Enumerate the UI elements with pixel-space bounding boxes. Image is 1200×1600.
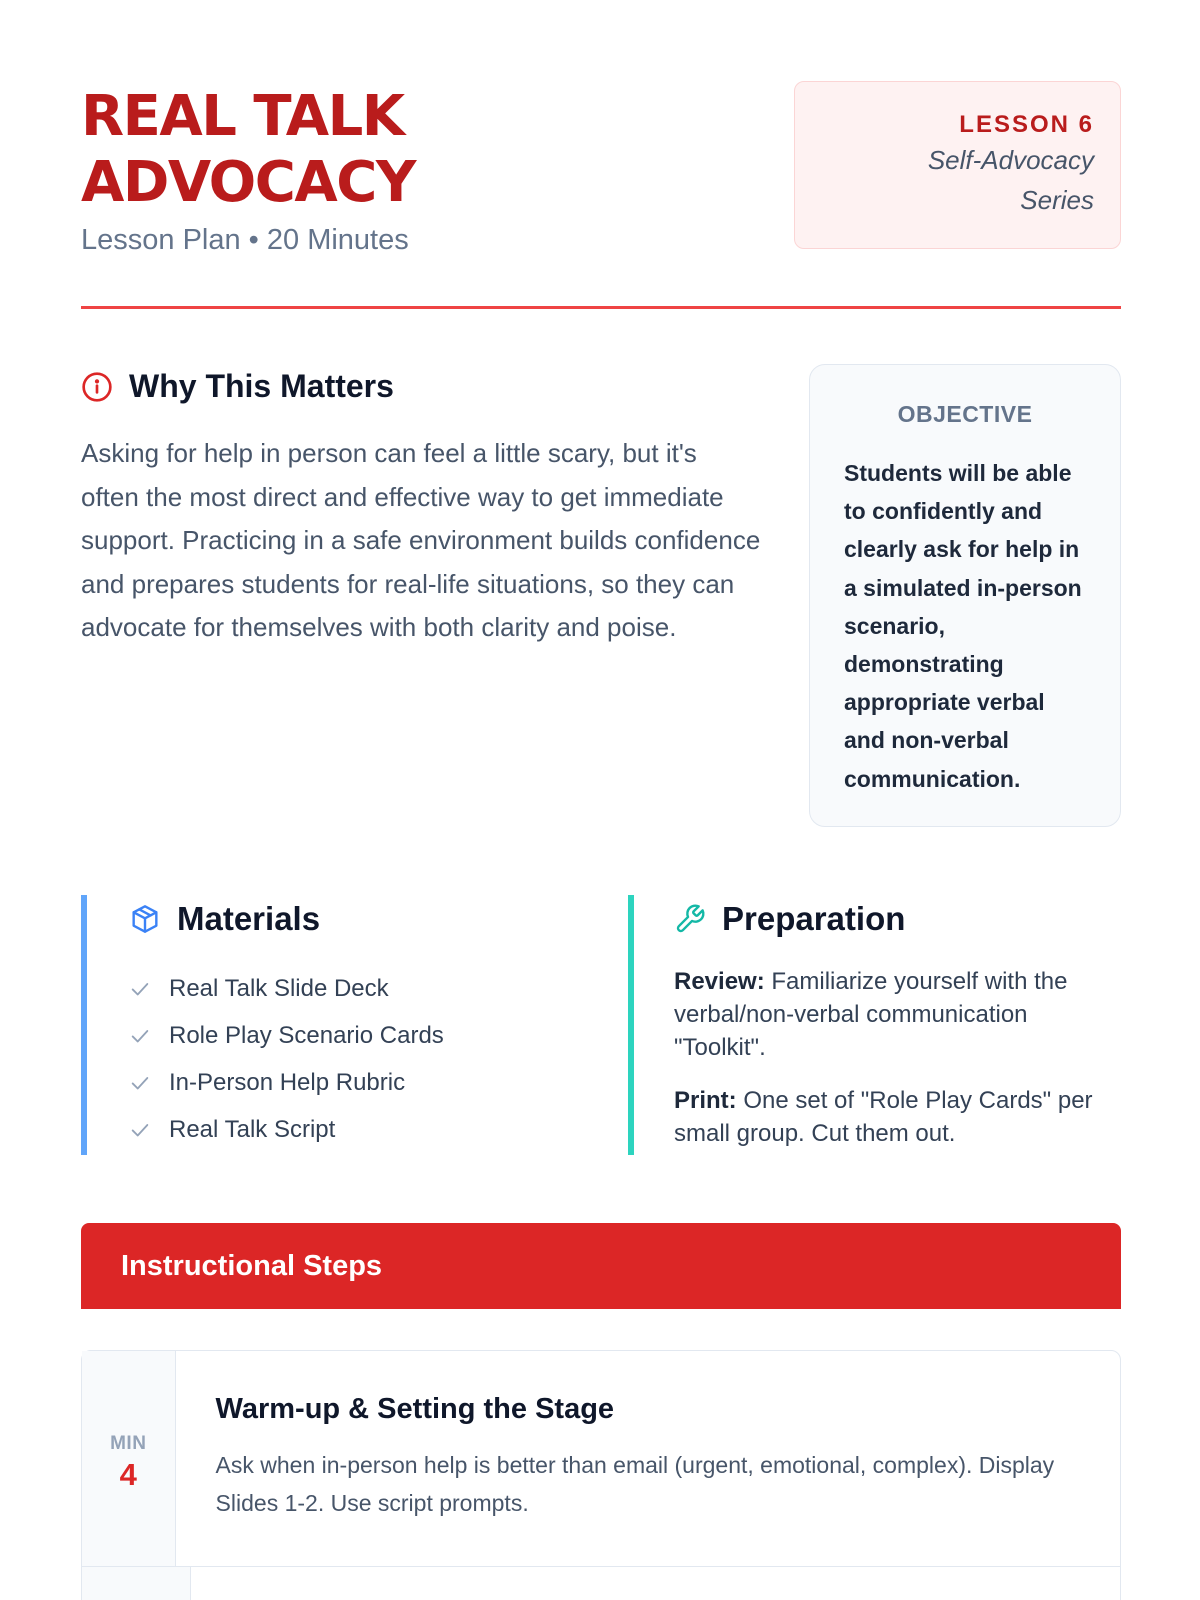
materials-header bbox=[129, 897, 581, 941]
step-content bbox=[176, 1351, 1120, 1566]
step-card bbox=[81, 1350, 1121, 1567]
list-item bbox=[129, 1059, 581, 1106]
box-icon bbox=[129, 903, 161, 935]
check-icon bbox=[129, 1072, 151, 1094]
list-item bbox=[129, 965, 581, 1012]
material-label: Real Talk Slide Deck bbox=[169, 974, 389, 1002]
why-section-header bbox=[81, 368, 394, 405]
step-duration-next bbox=[82, 1567, 191, 1600]
info-circle-icon bbox=[81, 371, 113, 403]
step-description: Ask when in-person help is better than email (urgent, emotional, complex). Display Slides 1-2. Use script prompts. bbox=[215, 1452, 1055, 1516]
step-card-next bbox=[81, 1566, 1121, 1600]
step-duration bbox=[82, 1351, 176, 1566]
prep-item-label: Print: bbox=[674, 1087, 737, 1114]
preparation-section bbox=[628, 895, 1121, 1155]
preparation-title: Preparation bbox=[722, 900, 906, 937]
materials-title: Materials bbox=[177, 900, 321, 937]
title-line-2: ADVOCACY bbox=[81, 150, 415, 215]
prep-item-text: Familiarize yourself with the verbal/non-verbal communication "Toolkit". bbox=[674, 968, 1068, 1061]
preparation-header bbox=[674, 897, 1121, 941]
material-label: Real Talk Script bbox=[169, 1115, 336, 1143]
material-label: In-Person Help Rubric bbox=[169, 1068, 406, 1096]
check-icon bbox=[129, 1119, 151, 1141]
prep-item-text: One set of "Role Play Cards" per small group. Cut them out. bbox=[674, 1087, 1093, 1147]
check-icon bbox=[129, 978, 151, 1000]
objective-label: OBJECTIVE bbox=[897, 401, 1033, 427]
check-icon bbox=[129, 1025, 151, 1047]
lesson-badge bbox=[794, 81, 1121, 249]
page-subtitle: Lesson Plan • 20 Minutes bbox=[81, 224, 409, 256]
title-line-1: REAL TALK bbox=[81, 84, 404, 149]
why-title: Why This Matters bbox=[129, 368, 394, 404]
list-item bbox=[129, 1012, 581, 1059]
why-body: Asking for help in person can feel a little scary, but it's often the most direct and effective way to get immediate support. Practicing in a safe environment builds confidence and prepares students for real-life situations, so they can advocate for themselves with both clarity and poise. bbox=[81, 438, 761, 642]
step-title: Warm-up & Setting the Stage bbox=[215, 1393, 615, 1425]
objective-text: Students will be able to confidently and clearly ask for help in a simulated in-person scenario, demonstrating appropriate verbal and non-verbal communication. bbox=[844, 460, 1082, 792]
instructional-steps-header bbox=[81, 1223, 1121, 1309]
material-label: Role Play Scenario Cards bbox=[169, 1021, 444, 1049]
page-title bbox=[81, 84, 641, 216]
wrench-icon bbox=[674, 903, 706, 935]
steps-title: Instructional Steps bbox=[121, 1249, 383, 1282]
prep-item-review bbox=[674, 965, 1121, 1064]
prep-item-print bbox=[674, 1084, 1121, 1150]
lesson-series: Self-Advocacy Series bbox=[927, 145, 1094, 215]
materials-section bbox=[81, 895, 581, 1155]
lesson-number: LESSON 6 bbox=[959, 111, 1094, 138]
objective-card bbox=[809, 364, 1121, 827]
materials-list bbox=[129, 965, 581, 1153]
prep-item-label: Review: bbox=[674, 968, 765, 995]
list-item bbox=[129, 1106, 581, 1153]
lesson-plan-page bbox=[81, 0, 1121, 1600]
header-divider bbox=[81, 306, 1121, 309]
minutes-value: 4 bbox=[119, 1456, 137, 1492]
minutes-label: MIN bbox=[110, 1432, 147, 1454]
